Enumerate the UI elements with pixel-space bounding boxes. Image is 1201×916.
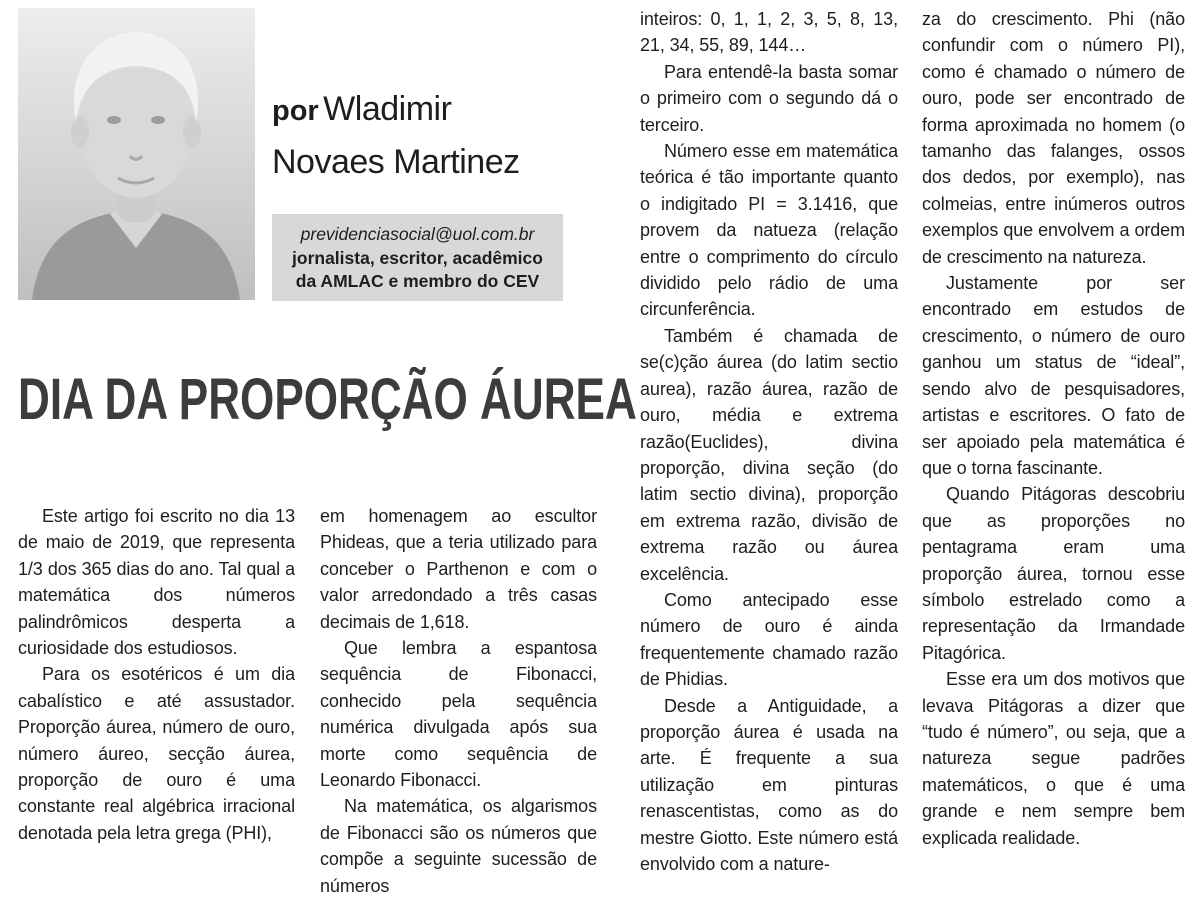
author-email: previdenciasocial@uol.com.br	[300, 224, 535, 244]
grayscale-portrait-photo	[18, 8, 255, 300]
text-column-4	[922, 6, 1185, 910]
paragraph: Na matemática, os algarismos de Fibonacci são os números que compõe a seguinte sucessão de números	[320, 796, 597, 896]
text-column-1	[18, 503, 295, 909]
paragraph: Também é chamada de se(c)ção áurea (do latim sectio aurea), razão áurea, razão de ouro, média e extrema razão(Euclides), divina proporção, divina seção (do latim sectio divina), proporção em extrema razão, divisão de extrema razão ou áurea excelência.	[640, 325, 898, 584]
paragraph: Justamente por ser encontrado em estudos de crescimento, o número de ouro ganhou um status de “ideal”, sendo alvo de pesquisadores, artistas e escritores. O fato de ser apoiado pela matemática é que o torna fascinante.	[922, 273, 1185, 478]
author-credentials-line1: jornalista, escritor, acadêmico	[292, 248, 543, 268]
byline-name-rest: Novaes Martinez	[272, 143, 520, 181]
paragraph: inteiros: 0, 1, 1, 2, 3, 5, 8, 13, 21, 34, 55, 89, 144…	[640, 9, 898, 56]
paragraph: Este artigo foi escrito no dia 13 de maio de 2019, que representa 1/3 dos 365 dias do ano. Tal qual a matemática dos números palindrômicos desperta a curiosidade dos estudiosos.	[18, 506, 295, 659]
paragraph: Número esse em matemática teórica é tão importante quanto o indigitado PI = 3.1416, que provem da natueza (relação entre o comprimento do círculo dividido pelo rádio de uma circunferência.	[640, 141, 898, 320]
byline-line-1	[272, 86, 520, 139]
paragraph: Desde a Antiguidade, a proporção áurea é usada na arte. É frequente a sua utilização em pinturas renascentistas, como as do mestre Giotto. Este número está envolvido com a nature-	[640, 695, 898, 874]
paragraph: Como antecipado esse número de ouro é ainda frequentemente chamado razão de Phidias.	[640, 589, 898, 690]
byline-line-2	[272, 139, 520, 192]
paragraph: za do crescimento. Phi (não confundir com o número PI), como é chamado o número de ouro, pode ser encontrado de forma aproximada no homem (o tamanho das falanges, ossos dos dedos, por exemplo), nas colmeias, entre inúmeros outros exemplos que envolvem a ordem de crescimento na natureza.	[922, 9, 1185, 267]
paragraph: em homenagem ao escultor Phideas, que a teria utilizado para conceber o Parthenon e com o valor arredondado a três casas decimais de 1,618.	[320, 506, 597, 632]
byline	[272, 86, 520, 192]
author-credentials-line2: da AMLAC e membro do CEV	[295, 271, 540, 291]
paragraph: Para entendê-la basta somar o primeiro com o segundo dá o terceiro.	[640, 61, 898, 135]
byline-prefix: por	[272, 95, 319, 127]
contact-box	[272, 214, 563, 301]
article-title: DIA DA PROPORÇÃO ÁUREA	[18, 367, 637, 432]
paragraph: Esse era um dos motivos que levava Pitágoras a dizer que “tudo é número”, ou seja, que a natureza segue padrões matemáticos, o que é uma grande e nem sempre bem explicada realidade.	[922, 669, 1185, 848]
paragraph: Para os esotéricos é um dia cabalístico e até assustador. Proporção áurea, número de ouro, número áureo, secção áurea, proporção de ouro é uma constante real algébrica irracional denotada pela letra grega (PHI),	[18, 664, 295, 843]
paragraph: Que lembra a espantosa sequência de Fibonacci, conhecido pela sequência numérica divulgada após sua morte como sequência de Leonardo Fibonacci.	[320, 638, 597, 791]
byline-name-first: Wladimir	[323, 90, 452, 128]
text-column-3	[640, 6, 898, 910]
text-column-2	[320, 503, 597, 909]
paragraph: Quando Pitágoras descobriu que as proporções no pentagrama eram uma proporção áurea, tornou esse símbolo estrelado como a representação da Irmandade Pitagórica.	[922, 484, 1185, 663]
author-photo	[18, 8, 255, 300]
